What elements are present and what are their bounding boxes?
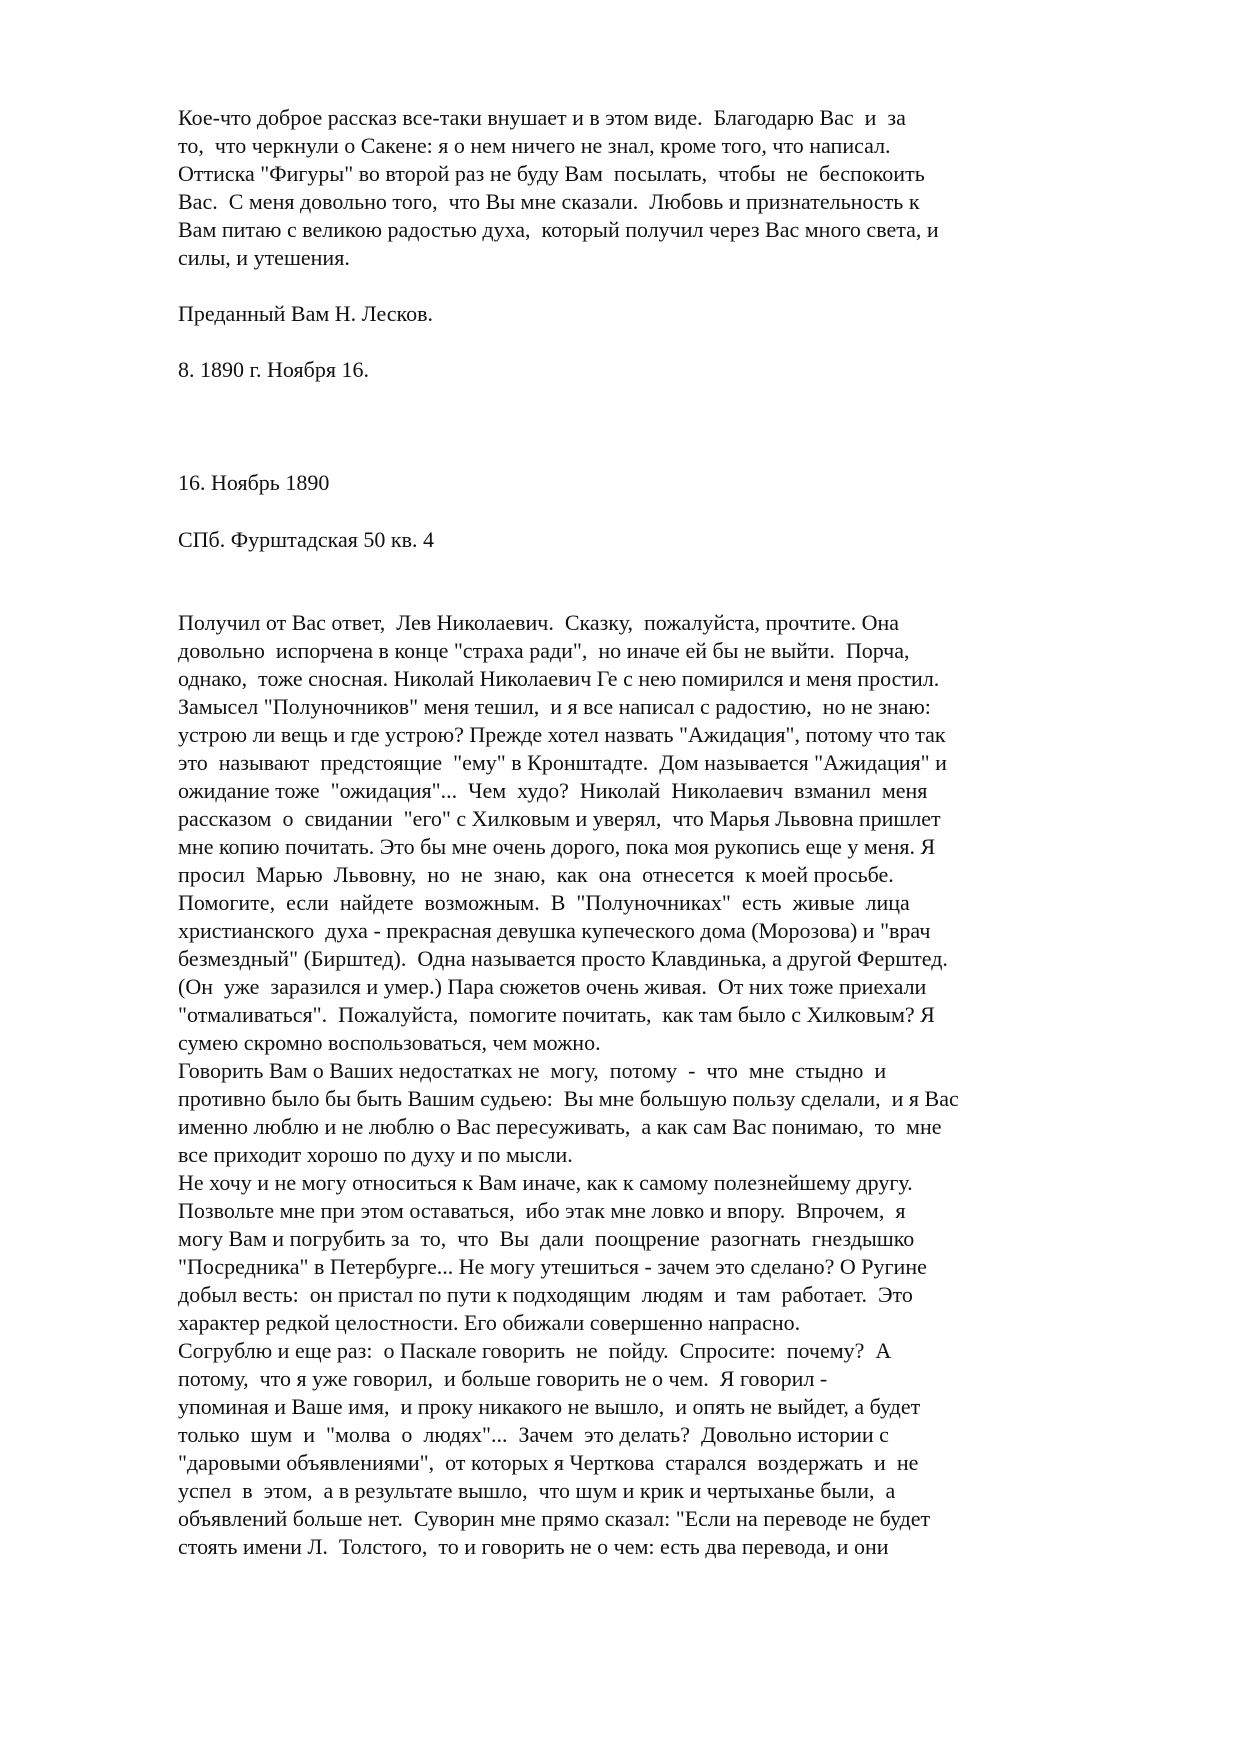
text-line: Не хочу и не могу относиться к Вам иначе, как к самому полезнейшему другу. [178,1170,913,1195]
text-line: просил Марью Львовну, но не знаю, как она отнесется к моей просьбе. [178,862,894,887]
text-line: рассказом о свидании "его" с Хилковым и уверял, что Марья Львовна пришлет [178,806,941,831]
text-line: все приходит хорошо по духу и по мысли. [178,1142,573,1167]
text-line: именно люблю и не люблю о Вас пересуживать, а как сам Вас понимаю, то мне [178,1114,942,1139]
text-line: "даровыми объявлениями", от которых я Черткова старался воздержать и не [178,1450,919,1475]
text-line: мне копию почитать. Это бы мне очень дорого, пока моя рукопись еще у меня. Я [178,834,936,859]
text-line: то, что черкнули о Сакене: я о нем ничего не знал, кроме того, что написал. [178,133,891,158]
text-line: Говорить Вам о Ваших недостатках не могу, потому - что мне стыдно и [178,1058,887,1083]
text-line: Замысел "Полуночников" меня тешил, и я все написал с радостию, но не знаю: [178,694,931,719]
text-line: ожидание тоже "ожидация"... Чем худо? Николай Николаевич взманил меня [178,778,928,803]
text-line: характер редкой целостности. Его обижали совершенно напрасно. [178,1310,801,1335]
text-line: только шум и "молва о людях"... Зачем это делать? Довольно истории с [178,1422,889,1447]
letter-address: СПб. Фурштадская 50 кв. 4 [178,527,434,552]
text-line: однако, тоже сносная. Николай Николаевич Ге с нею помирился и меня простил. [178,666,940,691]
text-line: объявлений больше нет. Суворин мне прямо сказал: "Если на переводе не будет [178,1506,931,1531]
text-line: Позвольте мне при этом оставаться, ибо этак мне ловко и впору. Впрочем, я [178,1198,906,1223]
text-line: устрою ли вещь и где устрою? Прежде хотел назвать "Ажидация", потому что так [178,722,946,747]
text-line: Получил от Вас ответ, Лев Николаевич. Сказку, пожалуйста, прочтите. Она [178,610,899,635]
text-line: Оттиска "Фигуры" во второй раз не буду Вам посылать, чтобы не беспокоить [178,161,925,186]
text-line: могу Вам и погрубить за то, что Вы дали поощрение разогнать гнездышко [178,1226,915,1251]
text-line: "отмаливаться". Пожалуйста, помогите почитать, как там было с Хилковым? Я [178,1002,935,1027]
text-line: добыл весть: он пристал по пути к подходящим людям и там работает. Это [178,1282,913,1307]
text-line: стоять имени Л. Толстого, то и говорить не о чем: есть два перевода, и они [178,1534,889,1559]
letter-date: 16. Ноябрь 1890 [178,470,330,495]
text-line: сумею скромно воспользоваться, чем можно. [178,1030,601,1055]
text-line: упоминая и Ваше имя, и проку никакого не вышло, и опять не выйдет, а будет [178,1394,921,1419]
text-line: (Он уже заразился и умер.) Пара сюжетов очень живая. От них тоже приехали [178,974,927,999]
text-line: христианского духа - прекрасная девушка купеческого дома (Морозова) и "врач [178,918,931,943]
letter-number-date: 8. 1890 г. Ноября 16. [178,357,369,382]
text-line: это называют предстоящие "ему" в Кронштадте. Дом называется "Ажидация" и [178,750,947,775]
text-line: "Посредника" в Петербурге... Не могу утешиться - зачем это сделано? О Ругине [178,1254,927,1279]
text-line: силы, и утешения. [178,245,350,270]
text-line: Кое-что доброе рассказ все-таки внушает и в этом виде. Благодарю Вас и за [178,105,906,130]
text-line: Помогите, если найдете возможным. В "Полуночниках" есть живые лица [178,890,910,915]
text-line: Вам питаю с великою радостью духа, который получил через Вас много света, и [178,217,939,242]
text-line: Вас. С меня довольно того, что Вы мне сказали. Любовь и признательность к [178,189,920,214]
text-line: противно было бы быть Вашим судьею: Вы мне большую пользу сделали, и я Вас [178,1086,959,1111]
text-line: безмездный" (Бирштед). Одна называется просто Клавдинька, а другой Ферштед. [178,946,948,971]
text-line: довольно испорчена в конце "страха ради", но иначе ей бы не выйти. Порча, [178,638,910,663]
text-line: успел в этом, а в результате вышло, что шум и крик и чертыханье были, а [178,1478,896,1503]
text-line: Согрублю и еще раз: о Паскале говорить не пойду. Спросите: почему? А [178,1338,892,1363]
signature: Преданный Вам Н. Лесков. [178,301,433,326]
text-line: потому, что я уже говорил, и больше говорить не о чем. Я говорил - [178,1366,828,1391]
